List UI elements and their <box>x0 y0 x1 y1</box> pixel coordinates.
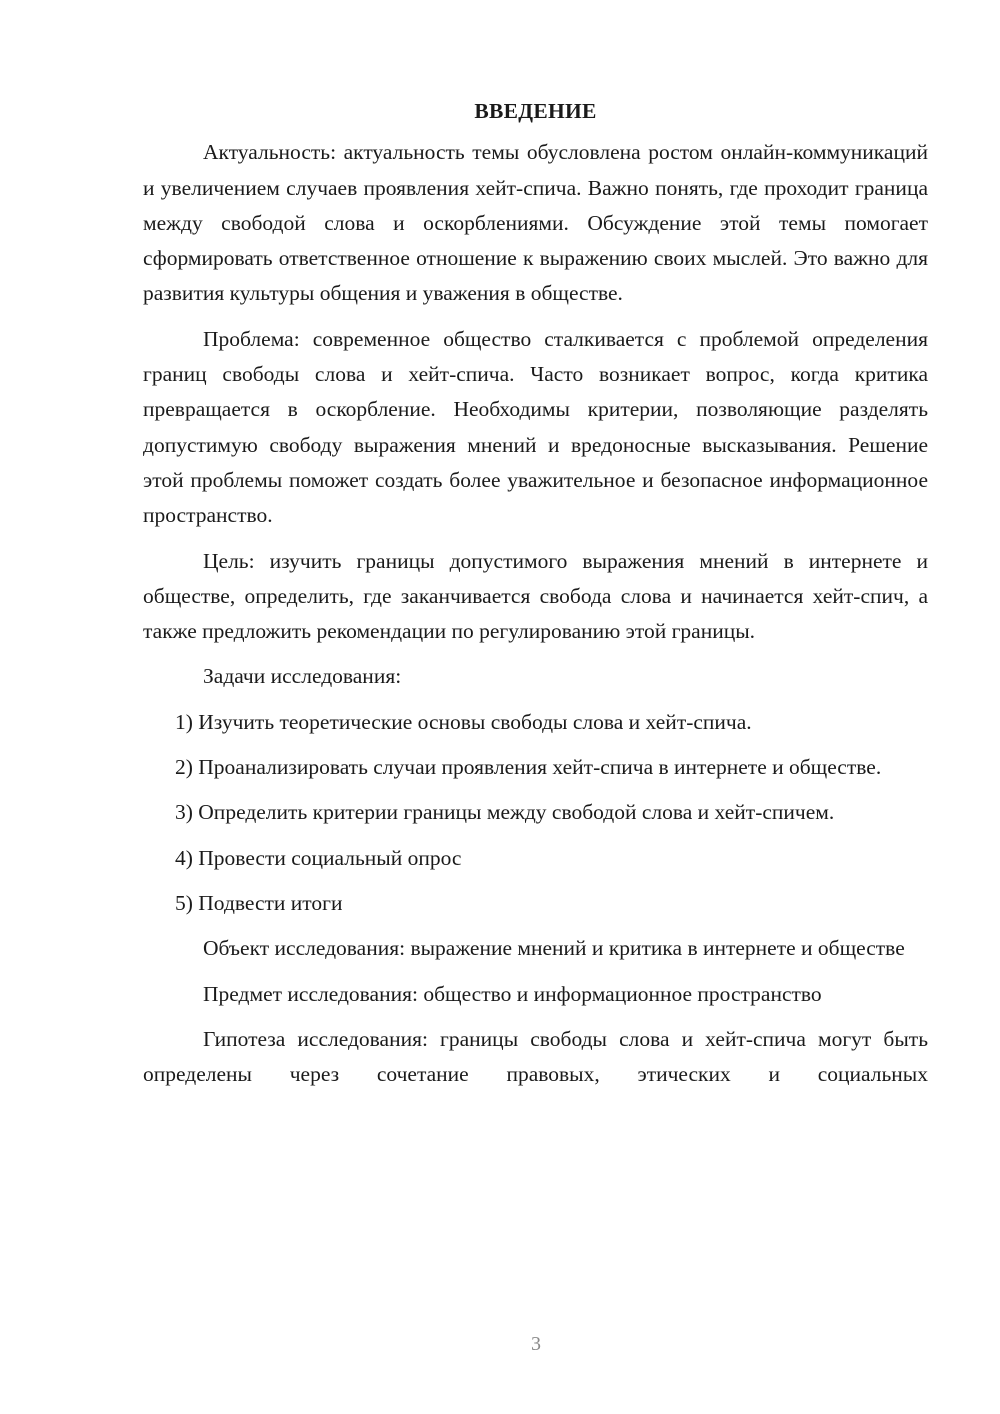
tasks-heading: Задачи исследования: <box>203 664 402 689</box>
page-title: ВВЕДЕНИЕ <box>474 99 597 123</box>
subject-paragraph: Предмет исследования: общество и информационное пространство <box>203 981 822 1006</box>
goal-paragraph: Цель: изучить границы допустимого выражения мнений в интернете и обществе, определить, где заканчивается свобода слова и начинается хейт-спич, а также предложить рекомендации по регулированию этой границы. <box>143 548 928 644</box>
task-item: 2) Проанализировать случаи проявления хейт-спича в интернете и обществе. <box>175 755 882 780</box>
hypothesis-paragraph: Гипотеза исследования: границы свободы слова и хейт-спича могут быть определены через сочетание правовых, этических и социальных <box>143 1026 928 1087</box>
task-item: 5) Подвести итоги <box>175 890 343 915</box>
problem-paragraph: Проблема: современное общество сталкивается с проблемой определения границ свободы слова и хейт-спича. Часто возникает вопрос, когда критика превращается в оскорбление. Необходимы критерии, позволяющие разделять допустимую свободу выражения мнений и вредоносные высказывания. Решение этой проблемы поможет создать более уважительное и безопасное информационное пространство. <box>143 326 928 528</box>
task-item: 3) Определить критерии границы между свободой слова и хейт-спичем. <box>175 800 835 825</box>
page-number: 3 <box>531 1333 541 1355</box>
document-body <box>143 94 928 1102</box>
task-item: 4) Провести социальный опрос <box>175 845 462 870</box>
task-item: 1) Изучить теоретические основы свободы слова и хейт-спича. <box>175 709 752 734</box>
tasks-list <box>143 705 928 921</box>
relevance-paragraph: Актуальность: актуальность темы обусловлена ростом онлайн-коммуникаций и увеличением случаев проявления хейт-спича. Важно понять, где проходит граница между свободой слова и оскорблениями. Обсуждение этой темы помогает сформировать ответственное отношение к выражению своих мыслей. Это важно для развития культуры общения и уважения в обществе. <box>143 140 928 306</box>
object-paragraph: Объект исследования: выражение мнений и критика в интернете и обществе <box>203 936 905 961</box>
